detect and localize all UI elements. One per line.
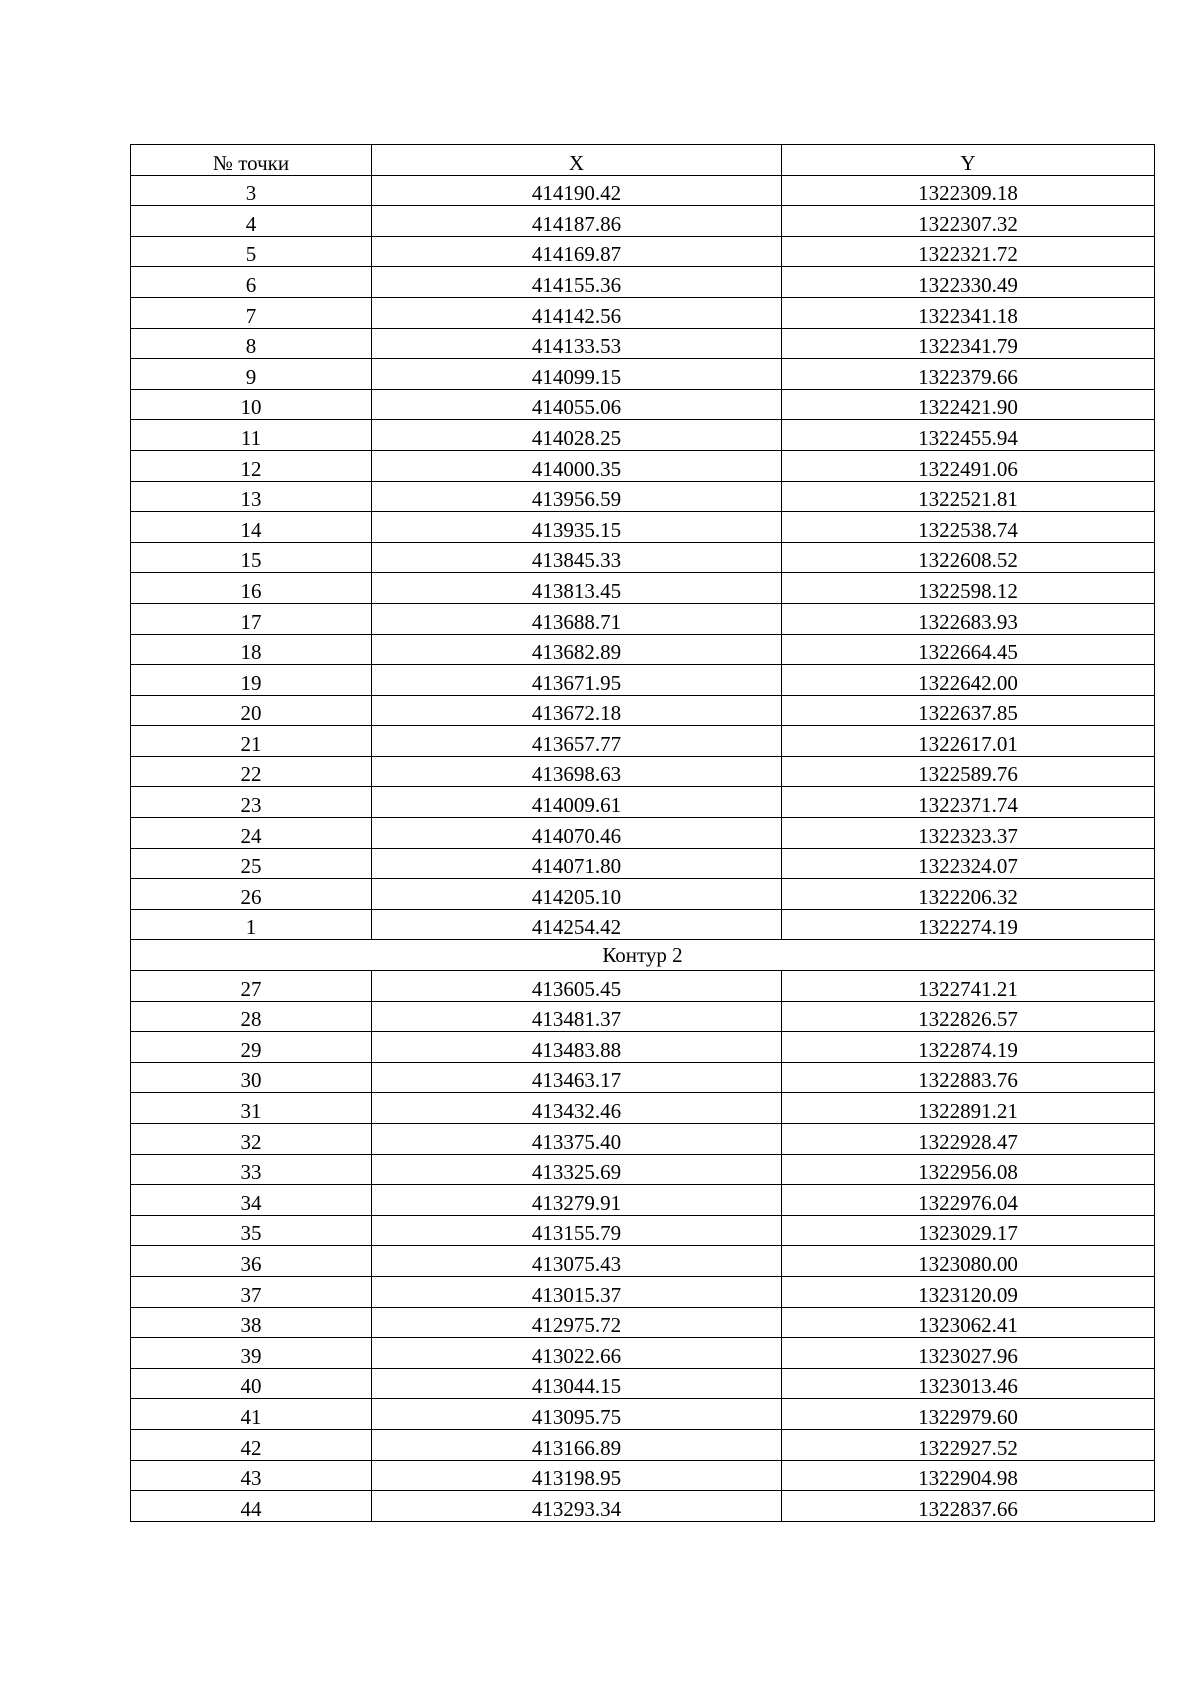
table-row xyxy=(131,542,1155,573)
point-number-cell: 8 xyxy=(131,328,372,359)
x-coordinate-cell: 414009.61 xyxy=(372,787,782,818)
y-coordinate-cell: 1322589.76 xyxy=(782,756,1155,787)
y-coordinate-cell: 1322874.19 xyxy=(782,1032,1155,1063)
contour-label: Контур 2 xyxy=(131,940,1155,971)
point-number-cell: 38 xyxy=(131,1307,372,1338)
y-coordinate-cell: 1322741.21 xyxy=(782,971,1155,1002)
contour-1-rows xyxy=(131,175,1155,940)
x-coordinate-cell: 414169.87 xyxy=(372,236,782,267)
x-coordinate-cell: 414028.25 xyxy=(372,420,782,451)
y-coordinate-cell: 1323062.41 xyxy=(782,1307,1155,1338)
point-number-cell: 24 xyxy=(131,818,372,849)
x-coordinate-cell: 413657.77 xyxy=(372,726,782,757)
table-row xyxy=(131,175,1155,206)
point-number-cell: 35 xyxy=(131,1215,372,1246)
table-row xyxy=(131,573,1155,604)
y-coordinate-cell: 1322341.79 xyxy=(782,328,1155,359)
x-coordinate-cell: 414099.15 xyxy=(372,359,782,390)
x-coordinate-cell: 413682.89 xyxy=(372,634,782,665)
y-coordinate-cell: 1322491.06 xyxy=(782,450,1155,481)
x-coordinate-cell: 413095.75 xyxy=(372,1399,782,1430)
y-coordinate-cell: 1322598.12 xyxy=(782,573,1155,604)
x-coordinate-cell: 414205.10 xyxy=(372,879,782,910)
table-row xyxy=(131,726,1155,757)
table-row xyxy=(131,756,1155,787)
x-coordinate-cell: 413198.95 xyxy=(372,1460,782,1491)
y-coordinate-cell: 1322904.98 xyxy=(782,1460,1155,1491)
x-coordinate-cell: 413432.46 xyxy=(372,1093,782,1124)
point-number-cell: 6 xyxy=(131,267,372,298)
point-number-cell: 4 xyxy=(131,206,372,237)
y-coordinate-cell: 1323027.96 xyxy=(782,1338,1155,1369)
point-number-cell: 32 xyxy=(131,1124,372,1155)
table-row xyxy=(131,1429,1155,1460)
point-number-cell: 39 xyxy=(131,1338,372,1369)
table-row xyxy=(131,389,1155,420)
table-row xyxy=(131,879,1155,910)
point-number-cell: 42 xyxy=(131,1429,372,1460)
point-number-cell: 21 xyxy=(131,726,372,757)
point-number-cell: 19 xyxy=(131,665,372,696)
table-row xyxy=(131,1093,1155,1124)
table-row xyxy=(131,512,1155,543)
point-number-cell: 28 xyxy=(131,1001,372,1032)
point-number-cell: 5 xyxy=(131,236,372,267)
table-row xyxy=(131,1185,1155,1216)
point-number-cell: 23 xyxy=(131,787,372,818)
point-number-cell: 11 xyxy=(131,420,372,451)
y-coordinate-cell: 1322307.32 xyxy=(782,206,1155,237)
point-number-cell: 7 xyxy=(131,297,372,328)
y-coordinate-cell: 1322371.74 xyxy=(782,787,1155,818)
point-number-cell: 37 xyxy=(131,1276,372,1307)
y-coordinate-cell: 1322883.76 xyxy=(782,1062,1155,1093)
point-number-cell: 41 xyxy=(131,1399,372,1430)
y-coordinate-cell: 1322976.04 xyxy=(782,1185,1155,1216)
point-number-cell: 31 xyxy=(131,1093,372,1124)
point-number-cell: 18 xyxy=(131,634,372,665)
coordinates-table xyxy=(130,144,1155,1522)
x-coordinate-cell: 414070.46 xyxy=(372,818,782,849)
point-number-cell: 16 xyxy=(131,573,372,604)
table-row xyxy=(131,1307,1155,1338)
contour-label-row xyxy=(131,940,1155,971)
table-row xyxy=(131,206,1155,237)
point-number-cell: 1 xyxy=(131,909,372,940)
table-row xyxy=(131,1460,1155,1491)
header-point-number: № точки xyxy=(131,145,372,176)
x-coordinate-cell: 413956.59 xyxy=(372,481,782,512)
table-row xyxy=(131,1368,1155,1399)
x-coordinate-cell: 413015.37 xyxy=(372,1276,782,1307)
x-coordinate-cell: 413293.34 xyxy=(372,1491,782,1522)
x-coordinate-cell: 413375.40 xyxy=(372,1124,782,1155)
table-row xyxy=(131,909,1155,940)
point-number-cell: 10 xyxy=(131,389,372,420)
x-coordinate-cell: 413463.17 xyxy=(372,1062,782,1093)
contour-2-heading xyxy=(131,940,1155,971)
y-coordinate-cell: 1322664.45 xyxy=(782,634,1155,665)
x-coordinate-cell: 414254.42 xyxy=(372,909,782,940)
table-row xyxy=(131,481,1155,512)
y-coordinate-cell: 1322826.57 xyxy=(782,1001,1155,1032)
y-coordinate-cell: 1322206.32 xyxy=(782,879,1155,910)
y-coordinate-cell: 1322891.21 xyxy=(782,1093,1155,1124)
table-row xyxy=(131,1001,1155,1032)
table-row xyxy=(131,1062,1155,1093)
x-coordinate-cell: 413325.69 xyxy=(372,1154,782,1185)
y-coordinate-cell: 1322324.07 xyxy=(782,848,1155,879)
x-coordinate-cell: 413155.79 xyxy=(372,1215,782,1246)
point-number-cell: 27 xyxy=(131,971,372,1002)
x-coordinate-cell: 413166.89 xyxy=(372,1429,782,1460)
point-number-cell: 36 xyxy=(131,1246,372,1277)
y-coordinate-cell: 1322274.19 xyxy=(782,909,1155,940)
x-coordinate-cell: 414187.86 xyxy=(372,206,782,237)
table-row xyxy=(131,1491,1155,1522)
y-coordinate-cell: 1322323.37 xyxy=(782,818,1155,849)
y-coordinate-cell: 1322321.72 xyxy=(782,236,1155,267)
table-row xyxy=(131,1215,1155,1246)
table-row xyxy=(131,1338,1155,1369)
y-coordinate-cell: 1322927.52 xyxy=(782,1429,1155,1460)
table-row xyxy=(131,665,1155,696)
table-row xyxy=(131,420,1155,451)
x-coordinate-cell: 413698.63 xyxy=(372,756,782,787)
x-coordinate-cell: 413075.43 xyxy=(372,1246,782,1277)
y-coordinate-cell: 1323080.00 xyxy=(782,1246,1155,1277)
header-y: Y xyxy=(782,145,1155,176)
table-row xyxy=(131,236,1155,267)
point-number-cell: 30 xyxy=(131,1062,372,1093)
point-number-cell: 15 xyxy=(131,542,372,573)
point-number-cell: 9 xyxy=(131,359,372,390)
x-coordinate-cell: 413671.95 xyxy=(372,665,782,696)
point-number-cell: 25 xyxy=(131,848,372,879)
x-coordinate-cell: 413813.45 xyxy=(372,573,782,604)
table-row xyxy=(131,787,1155,818)
y-coordinate-cell: 1322637.85 xyxy=(782,695,1155,726)
x-coordinate-cell: 413279.91 xyxy=(372,1185,782,1216)
x-coordinate-cell: 413845.33 xyxy=(372,542,782,573)
point-number-cell: 13 xyxy=(131,481,372,512)
table-header-row xyxy=(131,145,1155,176)
point-number-cell: 14 xyxy=(131,512,372,543)
table-row xyxy=(131,328,1155,359)
point-number-cell: 17 xyxy=(131,603,372,634)
x-coordinate-cell: 414190.42 xyxy=(372,175,782,206)
point-number-cell: 40 xyxy=(131,1368,372,1399)
y-coordinate-cell: 1322330.49 xyxy=(782,267,1155,298)
x-coordinate-cell: 413605.45 xyxy=(372,971,782,1002)
table-row xyxy=(131,603,1155,634)
y-coordinate-cell: 1322642.00 xyxy=(782,665,1155,696)
table-row xyxy=(131,634,1155,665)
y-coordinate-cell: 1322956.08 xyxy=(782,1154,1155,1185)
table-row xyxy=(131,1154,1155,1185)
point-number-cell: 29 xyxy=(131,1032,372,1063)
x-coordinate-cell: 412975.72 xyxy=(372,1307,782,1338)
y-coordinate-cell: 1323120.09 xyxy=(782,1276,1155,1307)
table-row xyxy=(131,450,1155,481)
point-number-cell: 22 xyxy=(131,756,372,787)
x-coordinate-cell: 413935.15 xyxy=(372,512,782,543)
table-row xyxy=(131,1399,1155,1430)
x-coordinate-cell: 413688.71 xyxy=(372,603,782,634)
x-coordinate-cell: 414142.56 xyxy=(372,297,782,328)
point-number-cell: 43 xyxy=(131,1460,372,1491)
table-row xyxy=(131,1246,1155,1277)
x-coordinate-cell: 414000.35 xyxy=(372,450,782,481)
y-coordinate-cell: 1322341.18 xyxy=(782,297,1155,328)
x-coordinate-cell: 414071.80 xyxy=(372,848,782,879)
y-coordinate-cell: 1322617.01 xyxy=(782,726,1155,757)
y-coordinate-cell: 1322521.81 xyxy=(782,481,1155,512)
x-coordinate-cell: 414155.36 xyxy=(372,267,782,298)
table-row xyxy=(131,818,1155,849)
x-coordinate-cell: 413481.37 xyxy=(372,1001,782,1032)
y-coordinate-cell: 1322683.93 xyxy=(782,603,1155,634)
point-number-cell: 34 xyxy=(131,1185,372,1216)
x-coordinate-cell: 414133.53 xyxy=(372,328,782,359)
point-number-cell: 3 xyxy=(131,175,372,206)
point-number-cell: 33 xyxy=(131,1154,372,1185)
y-coordinate-cell: 1323029.17 xyxy=(782,1215,1155,1246)
point-number-cell: 20 xyxy=(131,695,372,726)
x-coordinate-cell: 413672.18 xyxy=(372,695,782,726)
table-row xyxy=(131,1032,1155,1063)
contour-2-rows xyxy=(131,971,1155,1522)
y-coordinate-cell: 1323013.46 xyxy=(782,1368,1155,1399)
table-row xyxy=(131,359,1155,390)
y-coordinate-cell: 1322379.66 xyxy=(782,359,1155,390)
table-row xyxy=(131,971,1155,1002)
x-coordinate-cell: 414055.06 xyxy=(372,389,782,420)
point-number-cell: 12 xyxy=(131,450,372,481)
table-row xyxy=(131,695,1155,726)
table-row xyxy=(131,1124,1155,1155)
y-coordinate-cell: 1322455.94 xyxy=(782,420,1155,451)
y-coordinate-cell: 1322421.90 xyxy=(782,389,1155,420)
x-coordinate-cell: 413483.88 xyxy=(372,1032,782,1063)
header-x: X xyxy=(372,145,782,176)
x-coordinate-cell: 413044.15 xyxy=(372,1368,782,1399)
table-row xyxy=(131,297,1155,328)
y-coordinate-cell: 1322309.18 xyxy=(782,175,1155,206)
y-coordinate-cell: 1322979.60 xyxy=(782,1399,1155,1430)
table-row xyxy=(131,267,1155,298)
point-number-cell: 26 xyxy=(131,879,372,910)
y-coordinate-cell: 1322538.74 xyxy=(782,512,1155,543)
y-coordinate-cell: 1322928.47 xyxy=(782,1124,1155,1155)
y-coordinate-cell: 1322608.52 xyxy=(782,542,1155,573)
x-coordinate-cell: 413022.66 xyxy=(372,1338,782,1369)
table-row xyxy=(131,1276,1155,1307)
point-number-cell: 44 xyxy=(131,1491,372,1522)
table-row xyxy=(131,848,1155,879)
y-coordinate-cell: 1322837.66 xyxy=(782,1491,1155,1522)
